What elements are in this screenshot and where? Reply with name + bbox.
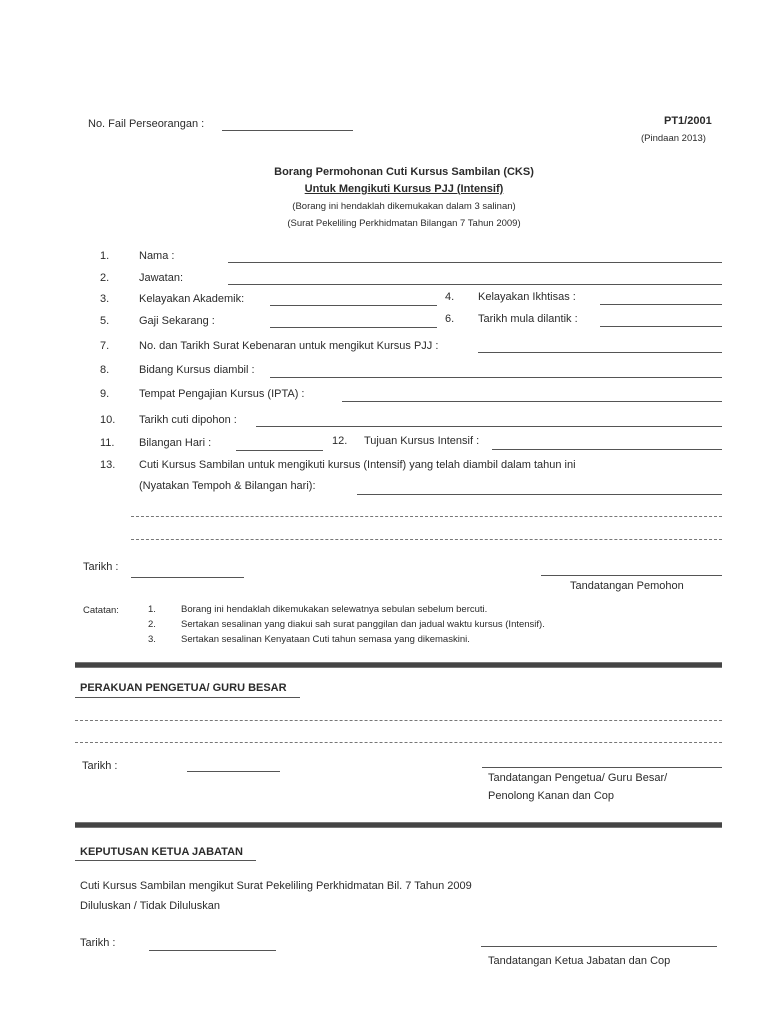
intensive-purpose-label: Tujuan Kursus Intensif : [364,435,480,447]
note-number: 2. [148,619,156,630]
academic-qualification-label: Kelayakan Akademik: [139,293,245,305]
field-number: 13. [100,459,116,471]
approval-options[interactable]: Diluluskan / Tidak Diluluskan [80,900,221,912]
section-divider [75,822,722,828]
applicant-signature-label: Tandatangan Pemohon [570,580,684,592]
form-subtitle: Untuk Mengikuti Kursus PJJ (Intensif) [304,183,504,195]
position-field[interactable] [228,284,722,285]
circular-note: (Surat Pekeliling Perkhidmatan Bilangan 7 Tahun 2009) [287,218,521,229]
previous-leave-field[interactable] [357,494,722,495]
permission-letter-label: No. dan Tarikh Surat Kebenaran untuk mengikut Kursus PJJ : [139,340,439,352]
head-section-heading: KEPUTUSAN KETUA JABATAN [80,846,243,858]
head-date-label: Tarikh : [80,937,116,949]
head-date-field[interactable] [149,950,276,951]
principal-comment-line1[interactable] [75,720,722,721]
current-salary-label: Gaji Sekarang : [139,315,215,327]
field-number: 8. [100,364,110,376]
heading-underline [75,860,256,861]
head-signature-line[interactable] [481,946,717,947]
field-number: 10. [100,414,116,426]
amendment-note: (Pindaan 2013) [641,133,706,144]
principal-signature-label: Tandatangan Pengetua/ Guru Besar/ [488,772,668,784]
field-number: 12. [332,435,348,447]
principal-date-field[interactable] [187,771,280,772]
field-number: 3. [100,293,110,305]
current-salary-field[interactable] [270,327,437,328]
section-divider [75,662,722,668]
head-signature-label: Tandatangan Ketua Jabatan dan Cop [488,955,671,967]
principal-date-label: Tarikh : [82,760,118,772]
note-item: Sertakan sesalinan Kenyataan Cuti tahun semasa yang dikemaskini. [181,634,470,645]
applicant-signature-line[interactable] [541,575,722,576]
field-number: 6. [445,313,455,325]
field-number: 5. [100,315,110,327]
notes-label: Catatan: [83,605,119,616]
field-number: 9. [100,388,110,400]
days-count-label: Bilangan Hari : [139,437,212,449]
intensive-purpose-field[interactable] [492,449,722,450]
form-title: Borang Permohonan Cuti Kursus Sambilan (CKS) [274,166,534,178]
professional-qualification-label: Kelayakan Ikhtisas : [478,291,576,303]
appointment-date-field[interactable] [600,326,722,327]
appointment-date-label: Tarikh mula dilantik : [478,313,578,325]
principal-signature-line[interactable] [482,767,722,768]
days-count-field[interactable] [236,450,323,451]
applicant-date-field[interactable] [131,577,244,578]
course-field-label: Bidang Kursus diambil : [139,364,255,376]
field-number: 4. [445,291,455,303]
field-number: 2. [100,272,110,284]
study-place-label: Tempat Pengajian Kursus (IPTA) : [139,388,305,400]
study-place-field[interactable] [342,401,722,402]
leave-date-label: Tarikh cuti dipohon : [139,414,237,426]
heading-underline [75,697,300,698]
principal-section-heading: PERAKUAN PENGETUA/ GURU BESAR [80,682,287,694]
file-number-label: No. Fail Perseorangan : [88,118,205,130]
file-number-field[interactable] [222,130,353,131]
principal-signature-sublabel: Penolong Kanan dan Cop [488,790,614,802]
field-number: 1. [100,250,110,262]
previous-leave-field-line3[interactable] [131,539,722,540]
professional-qualification-field[interactable] [600,304,722,305]
previous-leave-sublabel: (Nyatakan Tempoh & Bilangan hari): [139,480,316,492]
principal-comment-line2[interactable] [75,742,722,743]
previous-leave-field-line2[interactable] [131,516,722,517]
note-item: Borang ini hendaklah dikemukakan selewatnya sebulan sebelum bercuti. [181,604,488,615]
field-number: 7. [100,340,110,352]
permission-letter-field[interactable] [478,352,722,353]
note-item: Sertakan sesalinan yang diakui sah surat panggilan dan jadual waktu kursus (Intensif). [181,619,545,630]
field-number: 11. [100,437,115,449]
name-label: Nama : [139,250,175,262]
decision-statement: Cuti Kursus Sambilan mengikut Surat Pekeliling Perkhidmatan Bil. 7 Tahun 2009 [80,880,472,892]
note-number: 3. [148,634,156,645]
previous-leave-label: Cuti Kursus Sambilan untuk mengikuti kursus (Intensif) yang telah diambil dalam tahun ini [139,459,576,471]
academic-qualification-field[interactable] [270,305,437,306]
applicant-date-label: Tarikh : [83,561,119,573]
leave-date-field[interactable] [256,426,722,427]
name-field[interactable] [228,262,722,263]
note-number: 1. [148,604,156,615]
position-label: Jawatan: [139,272,184,284]
course-field-input[interactable] [270,377,722,378]
form-code: PT1/2001 [664,115,712,127]
copies-note: (Borang ini hendaklah dikemukakan dalam 3 salinan) [292,201,516,212]
